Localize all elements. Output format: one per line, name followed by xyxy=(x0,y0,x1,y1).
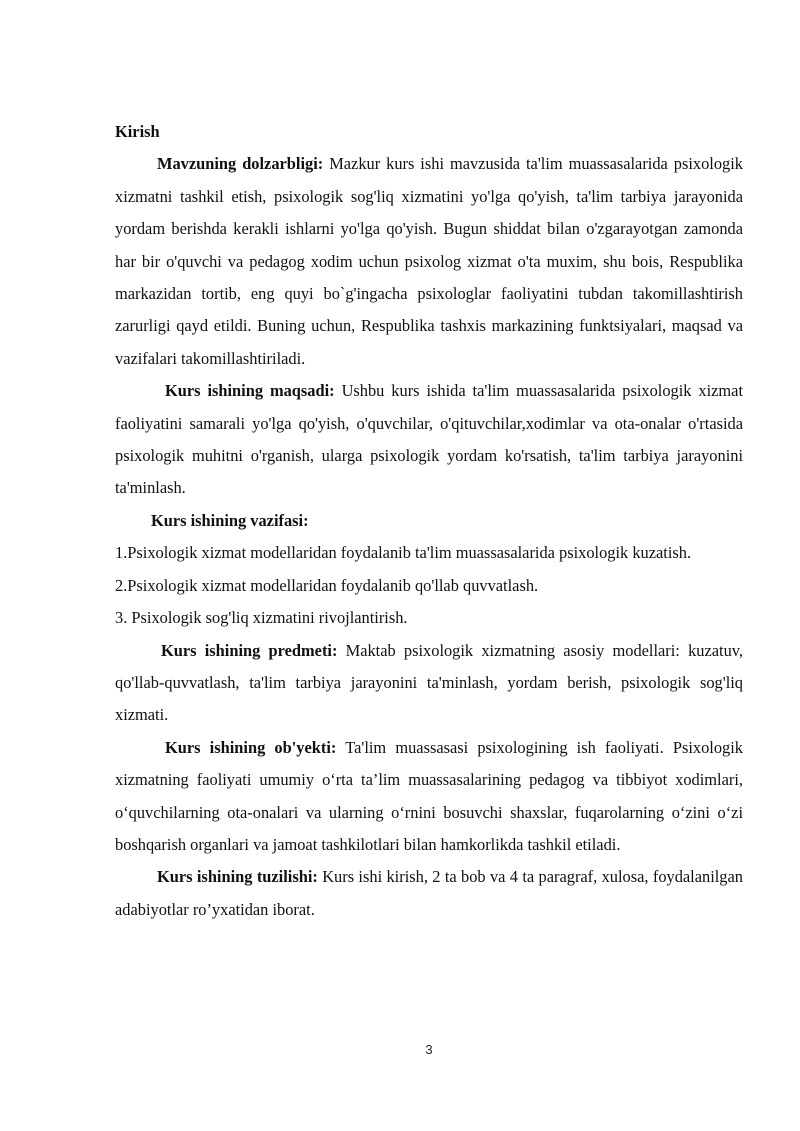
text-tuzilishi: Kurs ishi kirish, 2 ta bob va 4 ta paragraf, xulosa, foydalanilgan adabiyotlar ro’yxatidan iborat. xyxy=(115,867,743,919)
text-obyekti: Ta'lim muassasasi psixologining ish faoliyati. Psixologik xizmatning faoliyati umumiy o‘rta ta’lim muassasalarining pedagog va tibbiyot xodimlari, o‘quvchilarning ota-onalari va ularning o‘rnini bosuvchi shaxslar, fuqarolarning o‘zini o‘zi boshqarish organlari va jamoat tashkilotlari bilan hamkorlikda tashkil etiladi. xyxy=(115,737,743,854)
label-predmeti: Kurs ishining predmeti: xyxy=(161,640,338,660)
text-dolzarbligi: Mazkur kurs ishi mavzusida ta'lim muassasalarida psixologik xizmatni tashkil etish, psixologik sog'liq xizmatini yo'lga qo'yish, ta'lim tarbiya jarayonida yordam berishda kerakli ishlarni yo'lga qo'yish. Bugun shiddat bilan o'zgarayotgan zamonda har bir o'quvchi va pedagog xodim uchun psixolog xizmat o'ta muxim, shu bois, Respublika markazidan tortib, eng quyi bo`g'ingacha psixologlar faoliyatini tubdan takomillashtirish zarurligi qayd etildi. Buning uchun, Respublika tashxis markazining funktsiyalari, maqsad va vazifalari takomillashtiriladi. xyxy=(115,154,743,368)
label-dolzarbligi: Mavzuning dolzarbligi: xyxy=(157,154,324,174)
paragraph-dolzarbligi xyxy=(115,148,743,375)
paragraph-tuzilishi xyxy=(115,861,743,926)
paragraph-vazifasi xyxy=(115,505,743,537)
list-item: 3. Psixologik sog'liq xizmatini rivojlantirish. xyxy=(115,608,408,628)
list-item: 2.Psixologik xizmat modellaridan foydalanib qo'llab quvvatlash. xyxy=(115,575,539,595)
text-maqsadi: Ushbu kurs ishida ta'lim muassasalarida psixologik xizmat faoliyatini samarali yo'lga qo'yish, o'quvchilar, o'qituvchilar,xodimlar va ota-onalar o'rtasida psixologik muhitni o'rganish, ularga psixologik yordam ko'rsatish, ta'lim tarbiya jarayonini ta'minlash. xyxy=(115,381,743,498)
document-page xyxy=(115,116,743,926)
paragraph-maqsadi xyxy=(115,375,743,505)
label-tuzilishi: Kurs ishining tuzilishi: xyxy=(157,867,318,887)
label-vazifasi: Kurs ishining vazifasi: xyxy=(151,510,309,530)
paragraph-obyekti xyxy=(115,732,743,862)
page-number: 3 xyxy=(425,1042,433,1057)
paragraph-predmeti xyxy=(115,635,743,732)
label-maqsadi: Kurs ishining maqsadi: xyxy=(165,381,335,401)
text-predmeti: Maktab psixologik xizmatning asosiy modellari: kuzatuv, qo'llab-quvvatlash, ta'lim tarbiya jarayonini ta'minlash, yordam berish, psixologik sog'liq xizmati. xyxy=(115,640,743,725)
label-obyekti: Kurs ishining ob'yekti: xyxy=(165,737,337,757)
page-title: Kirish xyxy=(115,122,160,141)
list-item: 1.Psixologik xizmat modellaridan foydalanib ta'lim muassasalarida psixologik kuzatish. xyxy=(115,543,692,563)
